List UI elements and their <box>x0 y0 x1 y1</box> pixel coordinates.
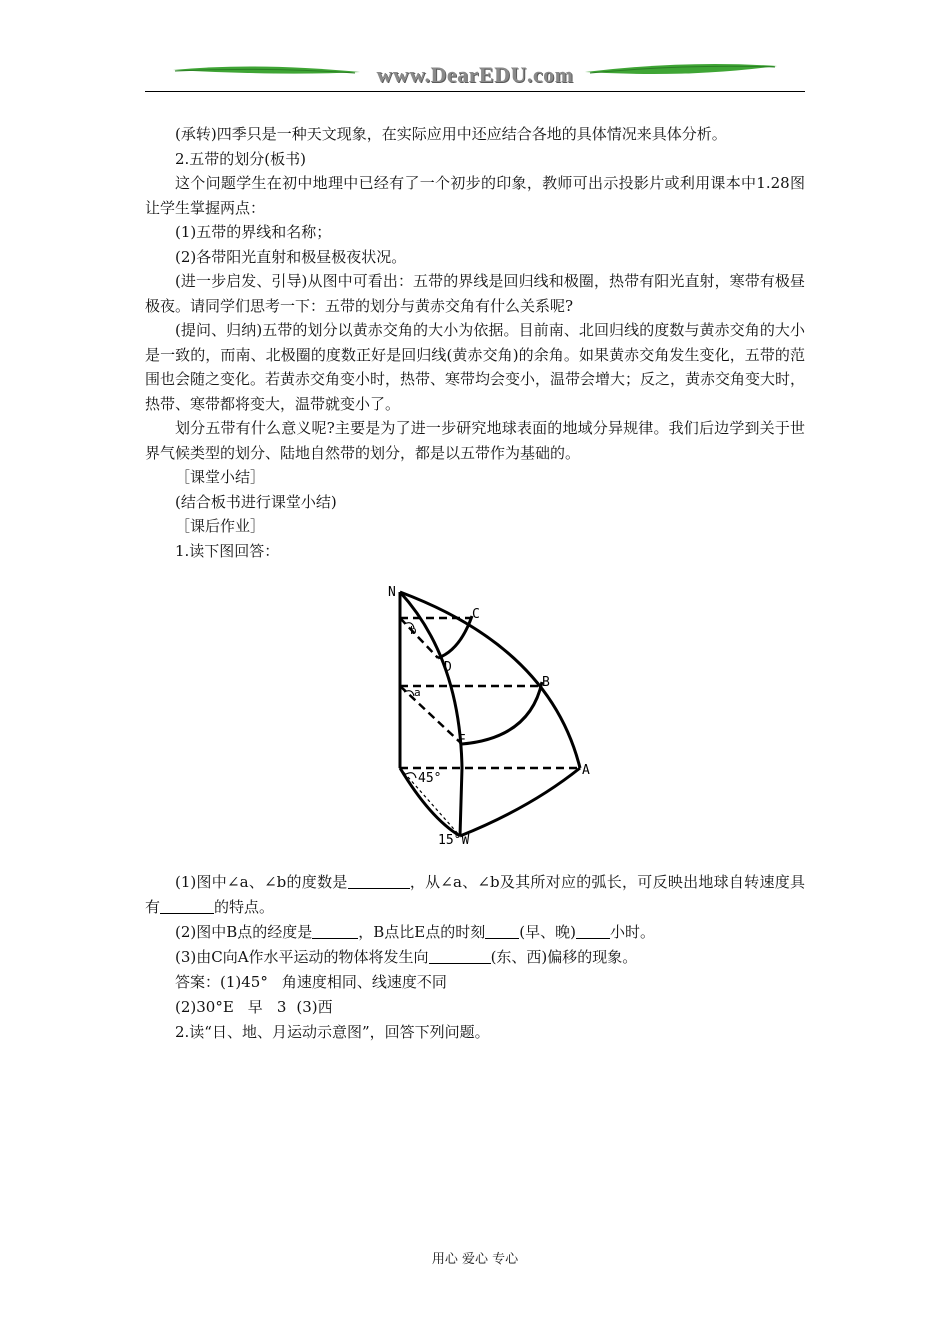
question-1: (1)图中∠a、∠b的度数是 ，从∠a、∠b及其所对应的弧长，可反映出地球自转速度具有 的特点。 <box>145 873 805 916</box>
question-3: (3)由C向A作水平运动的物体将发生向 (东、西)偏移的现象。 <box>175 948 638 966</box>
answer-blank <box>348 872 410 889</box>
answer-blank <box>429 947 491 964</box>
lesson-body <box>145 122 805 563</box>
label-a: A <box>582 763 590 778</box>
paragraph: 2.五带的划分(板书) <box>175 149 307 168</box>
section-heading: ［课后作业］ <box>175 517 266 535</box>
label-15w: 15°W <box>438 833 470 848</box>
label-b: B <box>542 675 550 690</box>
homework-questions <box>145 870 805 1045</box>
paragraph: (承转)四季只是一种天文现象，在实际应用中还应结合各地的具体情况来具体分析。 <box>175 125 727 143</box>
label-angle-a: a <box>414 686 421 699</box>
label-e: E <box>458 733 466 748</box>
answer-line-2: (2)30°E 早 3 (3)西 <box>175 998 333 1016</box>
label-c: C <box>472 607 480 622</box>
section-heading: ［课堂小结］ <box>175 468 266 486</box>
paragraph: (提问、归纳)五带的划分以黄赤交角的大小为依据。目前南、北回归线的度数与黄赤交角的大小是一致的，而南、北极圈的度数正好是回归线(黄赤交角)的余角。如果黄赤交角发生变化，五带的范围也会随之变化。若黄赤交角变小时，热带、寒带均会变小，温带会增大；反之，黄赤交角变大时，热带、寒带都将变大，温带就变小了。 <box>145 321 806 413</box>
label-d: D <box>444 660 452 675</box>
label-n: N <box>388 585 396 600</box>
earth-rotation-diagram <box>380 578 600 848</box>
paragraph: (结合板书进行课堂小结) <box>175 492 337 511</box>
answer-blank <box>576 922 610 939</box>
answer-blank <box>160 897 214 914</box>
page-header <box>145 58 805 92</box>
answer-blank <box>485 922 519 939</box>
question-2: (2)图中B点的经度是 ，B点比E点的时刻 (早、晚) 小时。 <box>175 923 655 941</box>
answer-line-1: 答案：(1)45° 角速度相同、线速度不同 <box>175 973 447 991</box>
paragraph: 划分五带有什么意义呢?主要是为了进一步研究地球表面的地域分异规律。我们后边学到关于世界气候类型的划分、陆地自然带的划分，都是以五带作为基础的。 <box>145 419 805 462</box>
question-4: 2.读“日、地、月运动示意图”，回答下列问题。 <box>175 1023 490 1041</box>
paragraph: (进一步启发、引导)从图中可看出：五带的界线是回归线和极圈，热带有阳光直射，寒带有极昼极夜。请同学们思考一下：五带的划分与黄赤交角有什么关系呢? <box>145 272 805 315</box>
paragraph: 这个问题学生在初中地理中已经有了一个初步的印象，教师可出示投影片或利用课本中1.28图让学生掌握两点： <box>145 174 805 217</box>
label-45-degrees: 45° <box>418 771 442 786</box>
label-angle-b: b <box>410 624 417 637</box>
paragraph: (1)五带的界线和名称； <box>175 223 332 241</box>
paragraph: (2)各带阳光直射和极昼极夜状况。 <box>175 247 407 266</box>
header-rule <box>145 91 805 93</box>
page-footer: 用心 爱心 专心 <box>431 1252 519 1267</box>
answer-blank <box>312 922 358 939</box>
site-logo-text[interactable]: www.DearEDU.com <box>376 62 574 87</box>
paragraph: 1.读下图回答： <box>175 541 280 560</box>
